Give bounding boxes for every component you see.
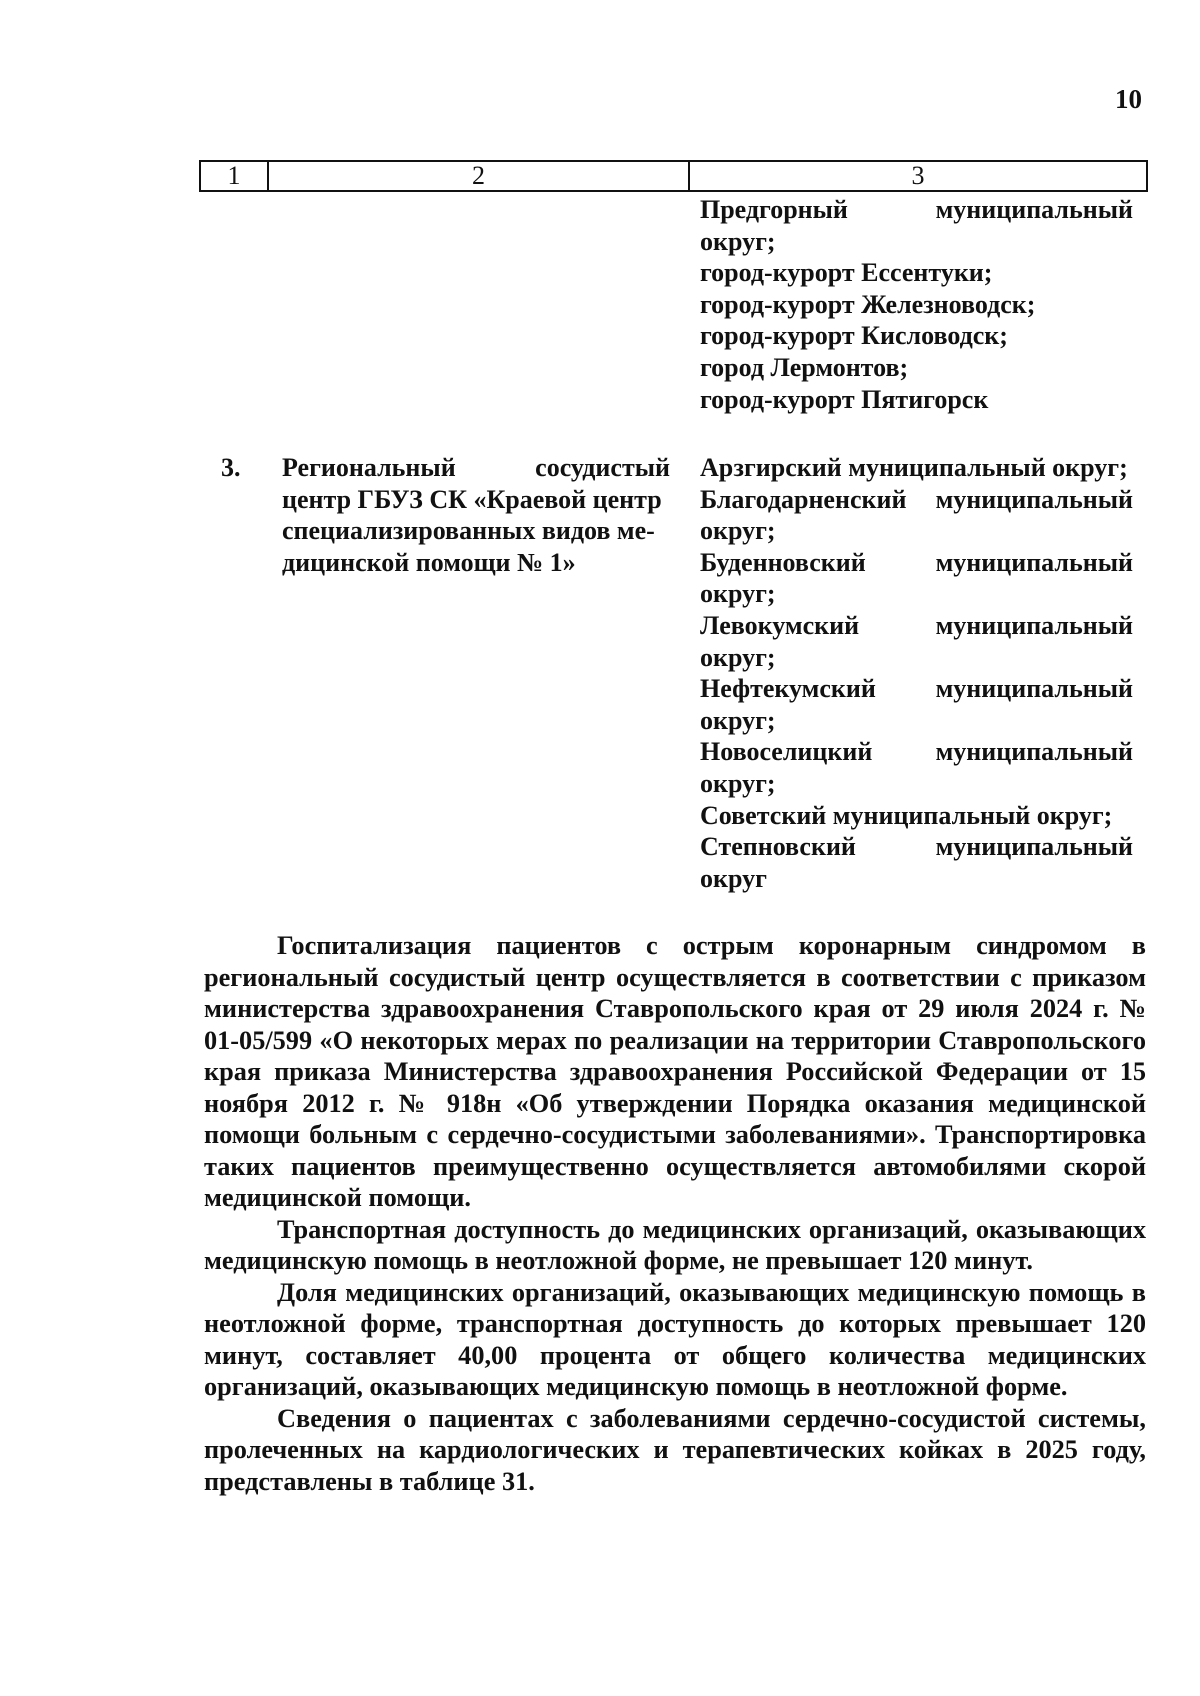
- district-line: Советский муниципальный округ;: [700, 800, 1113, 830]
- district-word: муниципальный: [935, 610, 1133, 640]
- district-word: Левокумский: [700, 610, 860, 640]
- table-header-cell-2: 2: [269, 162, 690, 190]
- center-name-word: сосудистый: [535, 453, 670, 482]
- district-word: муниципальный: [935, 832, 1133, 862]
- paragraph-patients-info: Сведения о пациентах с заболеваниями сердечно-сосудистой системы, пролеченных на кардиологических и терапевтических койках в 2025 году, представлены в таблице 31.: [204, 1403, 1146, 1496]
- district-line: [700, 736, 1133, 768]
- district-word: Предгорный: [700, 195, 848, 224]
- page-number: 10: [1115, 84, 1142, 114]
- paragraph-hospitalization: Госпитализация пациентов с острым коронарным синдромом в региональный сосудистый центр осуществляется в соответствии с приказом министерства здравоохранения Ставропольского края от 29 июля 2024 г. № 01-05/599 «О некоторых мерах по реализации на территории Ставропольского края приказа Министерства здравоохранения Российской Федерации от 15 ноября 2012 г. № 918н «Об утверждении Порядка оказания медицинской помощи больным с сердечно-сосудистыми заболеваниями». Транспортировка таких пациентов преимущественно осуществляется автомобилями скорой медицинской помощи.: [204, 931, 1146, 1212]
- district-line: город-курорт Пятигорск: [700, 384, 989, 414]
- table-header-row: [199, 160, 1148, 192]
- district-word: Благодарненский: [700, 484, 907, 514]
- district-line: округ;: [700, 579, 776, 609]
- district-word: муниципальный: [935, 195, 1133, 224]
- paragraph-share-organizations: Доля медицинских организаций, оказывающих медицинскую помощь в неотложной форме, транспортная доступность до которых превышает 120 минут, составляет 40,00 процента от общего количества медицинских организаций, оказывающих медицинскую помощь в неотложной форме.: [204, 1277, 1146, 1401]
- district-word: муниципальный: [935, 674, 1133, 704]
- district-word: Новоселицкий: [700, 737, 873, 767]
- center-name-word: Региональный: [282, 453, 456, 482]
- district-line: округ;: [700, 642, 776, 672]
- district-line: [700, 673, 1133, 705]
- table-row-districts: [700, 452, 1133, 894]
- paragraph-transport-access: Транспортная доступность до медицинских организаций, оказывающих медицинскую помощь в неотложной форме, не превышает 120 минут.: [204, 1214, 1146, 1275]
- district-line: округ;: [700, 516, 776, 546]
- district-word: Степновский: [700, 832, 856, 862]
- table-header-cell-3: 3: [911, 161, 925, 190]
- district-line: [700, 484, 1133, 516]
- district-line: округ;: [700, 226, 776, 256]
- district-word: муниципальный: [935, 547, 1133, 577]
- district-line: Арзгирский муниципальный округ;: [700, 453, 1128, 482]
- center-name-line: дицинской помощи № 1»: [282, 547, 576, 577]
- body-text: [204, 930, 1146, 1497]
- district-word: муниципальный: [935, 737, 1133, 767]
- table-row-number: 3.: [221, 453, 241, 482]
- district-word: Нефтекумский: [700, 674, 876, 704]
- district-line: город-курорт Железноводск;: [700, 289, 1036, 319]
- district-word: муниципальный: [935, 484, 1133, 514]
- center-name-line: центр ГБУЗ СК «Краевой центр: [282, 484, 662, 514]
- district-line: город-курорт Ессентуки;: [700, 258, 993, 288]
- district-word: Буденновский: [700, 547, 866, 577]
- center-name-line: специализированных видов ме-: [282, 516, 655, 546]
- district-line: [700, 194, 1133, 226]
- district-line: [700, 610, 1133, 642]
- district-line: округ;: [700, 705, 776, 735]
- district-line: округ;: [700, 768, 776, 798]
- table-row-continued-districts: [700, 194, 1133, 415]
- district-line: город-курорт Кисловодск;: [700, 321, 1008, 351]
- table-header-cell-1: 1: [201, 162, 269, 190]
- district-line: город Лермонтов;: [700, 352, 909, 382]
- district-line: округ: [700, 863, 767, 893]
- table-row-center-name: [282, 452, 670, 578]
- district-line: [700, 831, 1133, 863]
- center-name-line: [282, 452, 670, 484]
- district-line: [700, 547, 1133, 579]
